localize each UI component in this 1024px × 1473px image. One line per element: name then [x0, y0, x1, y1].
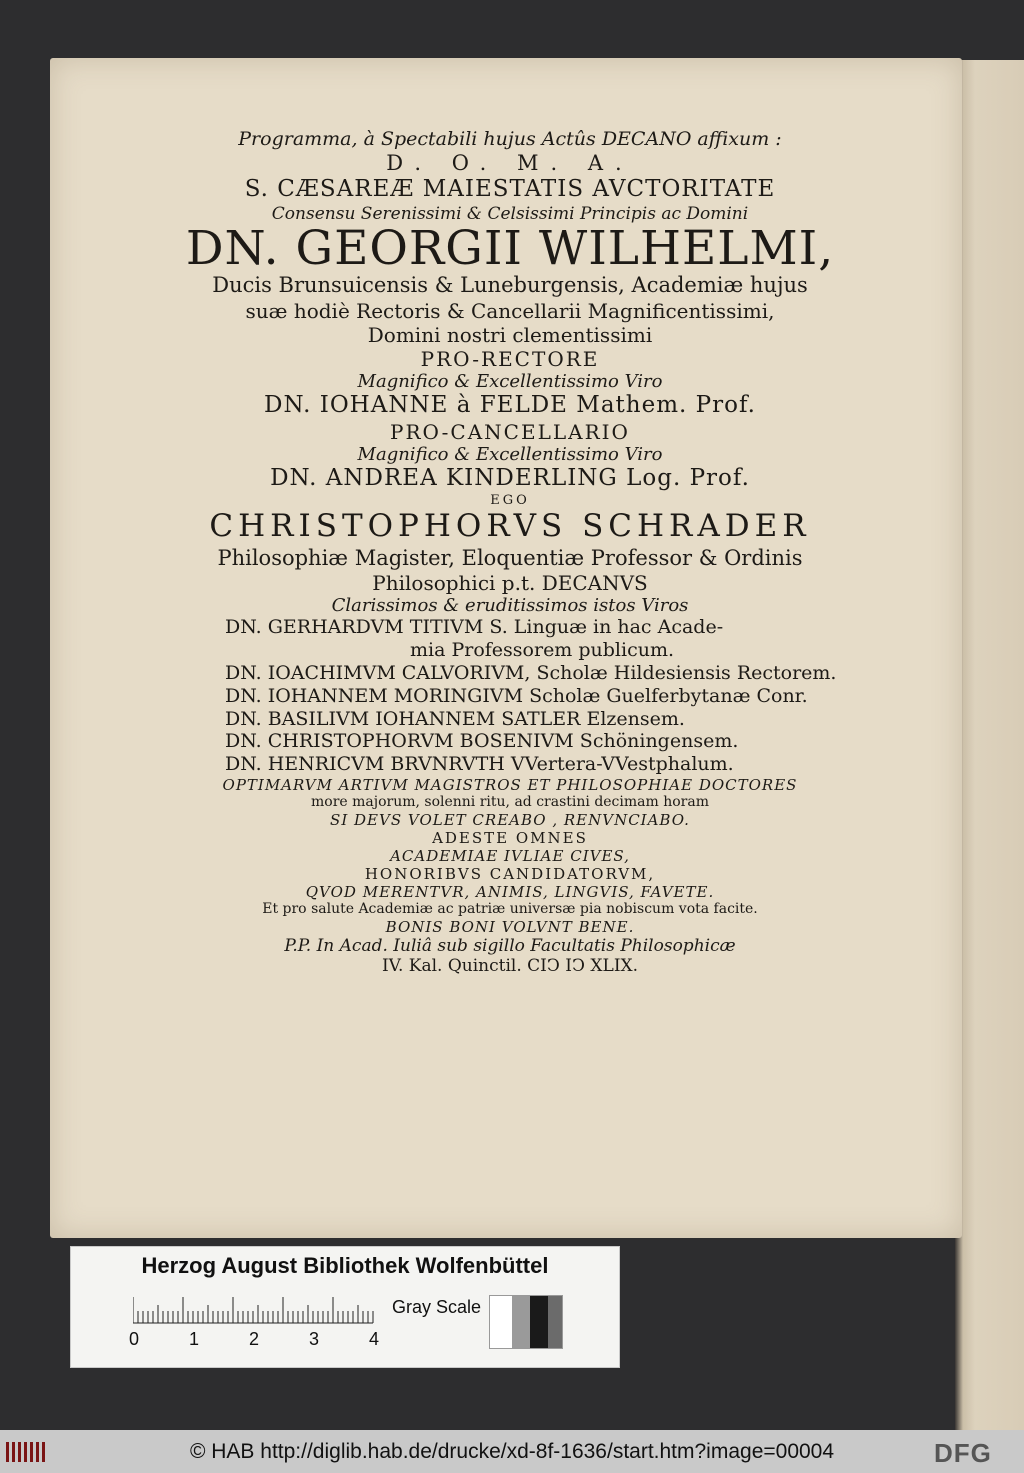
ruler-number-4: 4: [369, 1329, 380, 1349]
more-majorum-line: more majorum, solenni ritu, ad crastini decimam horam: [310, 794, 709, 811]
gray-scale-swatches: [489, 1295, 563, 1349]
date-line: IV. Kal. Quinctil. CIϽ IϽ XLIX.: [381, 956, 639, 976]
pro-rectore-line: PRO-RECTORE: [420, 346, 600, 371]
ruler-number-2: 2: [249, 1329, 260, 1349]
quod-merentur-line: QVOD MERENTVR, ANIMIS, LINGVIS, FAVETE.: [305, 882, 715, 901]
viewer-footer: [0, 1430, 1024, 1473]
ruler-number-3: 3: [309, 1329, 320, 1349]
rectoris-line: suæ hodiè Rectoris & Cancellarii Magnificentissimi,: [245, 298, 775, 323]
doma-line: D. O. M. A.: [386, 150, 634, 175]
ruler-icon: [133, 1295, 383, 1325]
dfg-logo: DFG: [934, 1438, 992, 1468]
pro-salute-line: Et pro salute Academiæ ac patriæ universæ pia nobiscum vota facite.: [262, 900, 758, 917]
decanus-line: Philosophici p.t. DECANVS: [372, 570, 648, 595]
document-text: [120, 128, 900, 976]
schrader-line: CHRISTOPHORVS SCHRADER: [209, 508, 811, 545]
magnifico-line-1: Magnifico & Excellentissimo Viro: [357, 370, 663, 392]
candidate-calvorius: DN. IOACHIMVM CALVORIVM, Scholæ Hildesiensis Rectorem.: [225, 662, 837, 685]
pro-cancellario-line: PRO-CANCELLARIO: [390, 419, 630, 444]
si-deus-line: SI DEVS VOLET CREABO , RENVNCIABO.: [330, 810, 690, 829]
color-calibration-strip: [70, 1246, 620, 1368]
georgii-wilhelmi-line: DN. GEORGII WILHELMI,: [185, 220, 835, 276]
adjacent-page-edge: [955, 60, 1024, 1430]
programma-header: Programma, à Spectabili hujus Actûs DECANO affixum :: [238, 128, 782, 150]
ruler-scale: [133, 1295, 383, 1325]
ruler-number-0: 0: [129, 1329, 140, 1349]
gray-swatch-2: [512, 1296, 530, 1348]
magnifico-line-2: Magnifico & Excellentissimo Viro: [357, 443, 663, 465]
optimarum-line: OPTIMARVM ARTIVM MAGISTROS ET PHILOSOPHIAE DOCTORES: [222, 776, 798, 795]
adeste-line: ADESTE OMNES: [432, 828, 588, 847]
clarissimos-line: Clarissimos & eruditissimos istos Viros: [331, 594, 689, 616]
candidate-moringius: DN. IOHANNEM MORINGIVM Scholæ Guelferbytanæ Conr.: [225, 684, 808, 707]
candidate-titius-cont: mia Professorem publicum.: [410, 639, 675, 662]
candidate-satler: DN. BASILIVM IOHANNEM SATLER Elzensem.: [225, 707, 685, 730]
candidate-titius: DN. GERHARDVM TITIVM S. Linguæ in hac Acade-: [225, 616, 724, 639]
felde-line: DN. IOHANNE à FELDE Mathem. Prof.: [264, 392, 756, 419]
candidate-brunruth: DN. HENRICVM BRVNRVTH VVertera-VVestphalum.: [225, 753, 734, 776]
ruler-number-1: 1: [189, 1329, 200, 1349]
auctoritate-line: S. CÆSAREÆ MAIESTATIS AVCTORITATE: [244, 175, 776, 202]
consensu-line: Consensu Serenissimi & Celsissimi Principis ac Domini: [271, 203, 749, 224]
ego-line: EGO: [490, 492, 530, 508]
candidate-bosenius: DN. CHRISTOPHORVM BOSENIVM Schöningensem.: [225, 730, 739, 753]
honoribus-line: HONORIBVS CANDIDATORVM,: [364, 864, 656, 883]
kinderling-line: DN. ANDREA KINDERLING Log. Prof.: [270, 465, 750, 492]
academiae-iuliae-line: ACADEMIAE IVLIAE CIVES,: [390, 846, 630, 865]
permalink-text[interactable]: © HAB http://diglib.hab.de/drucke/xd-8f-1636/start.htm?image=00004: [189, 1440, 835, 1463]
gray-swatch-4: [548, 1296, 562, 1348]
gray-swatch-3: [530, 1296, 548, 1348]
gray-swatch-1: [490, 1296, 512, 1348]
gray-scale-label: Gray Scale: [392, 1297, 482, 1317]
ducis-line: Ducis Brunsuicensis & Luneburgensis, Academiæ hujus: [212, 273, 808, 298]
domini-line: Domini nostri clementissimi: [367, 322, 653, 347]
bonis-boni-line: BONIS BONI VOLVNT BENE.: [385, 917, 635, 936]
philosophiae-magister-line: Philosophiæ Magister, Eloquentiæ Professor & Ordinis: [217, 545, 803, 570]
pp-line: P.P. In Acad. Iuliâ sub sigillo Facultatis Philosophicæ: [284, 935, 736, 956]
library-name: Herzog August Bibliothek Wolfenbüttel: [141, 1253, 549, 1278]
